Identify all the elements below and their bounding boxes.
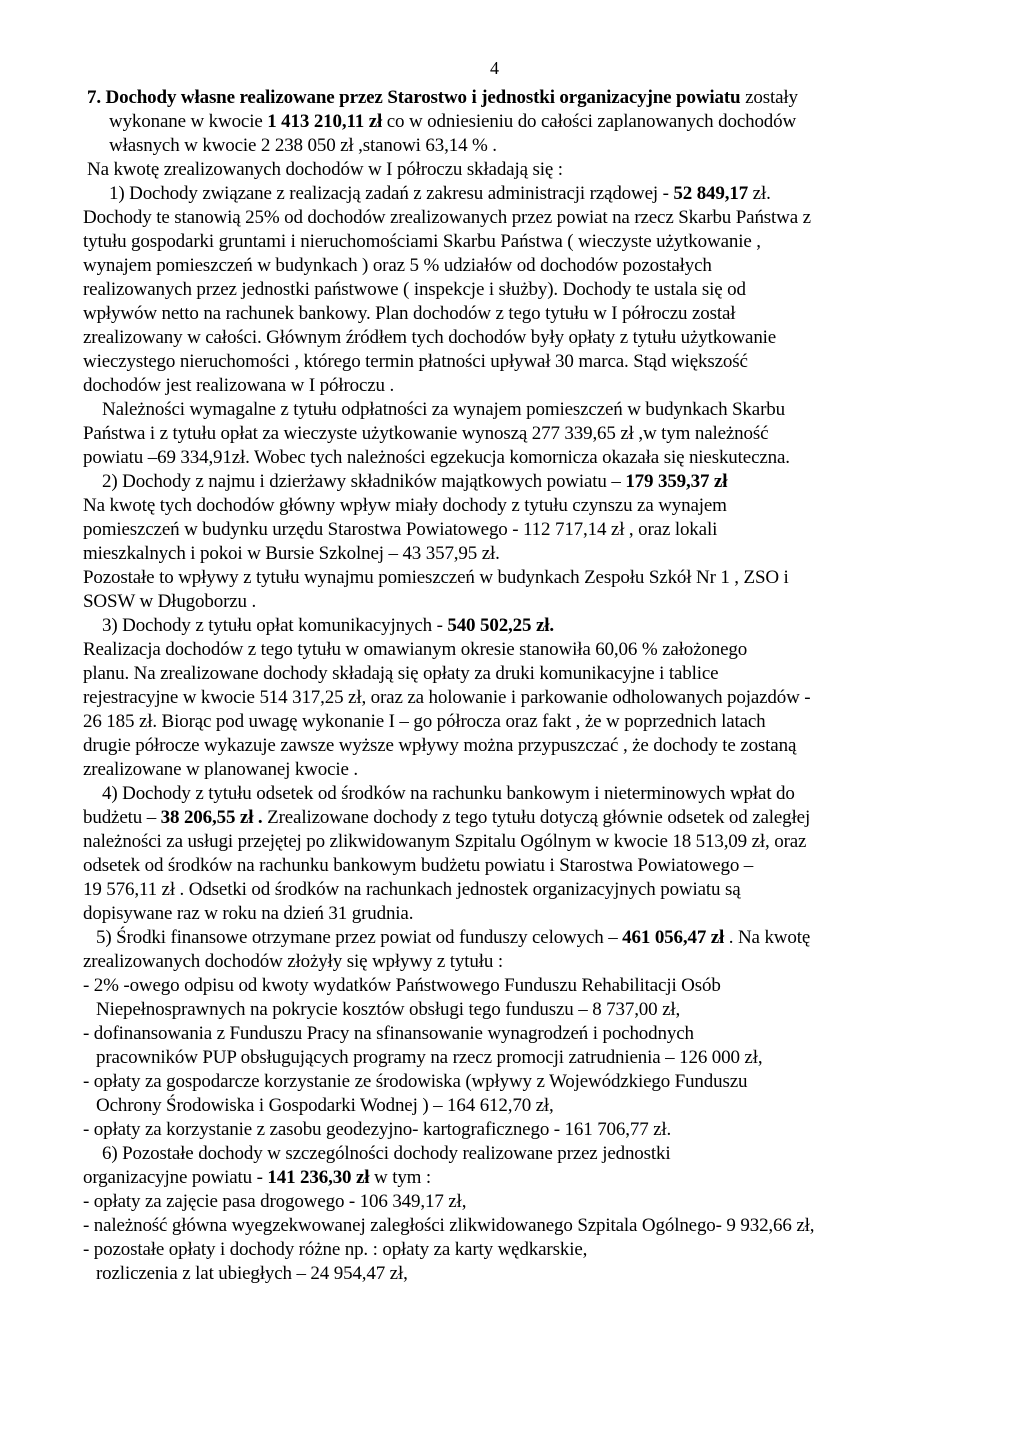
- text-line: [83, 830, 806, 854]
- text-line: [87, 158, 563, 182]
- text-run: - pozostałe opłaty i dochody różne np. : opłaty za karty wędkarskie,: [83, 1239, 588, 1260]
- text-run: Należności wymagalne z tytułu odpłatności za wynajem pomieszczeń w budynkach Skarbu: [102, 399, 785, 420]
- text-line: [83, 662, 718, 686]
- text-run: dopisywane raz w roku na dzień 31 grudnia.: [83, 903, 414, 924]
- text-run: dochodów jest realizowana w I półroczu .: [83, 375, 395, 396]
- bold-amount: 7. Dochody własne realizowane przez Starostwo i jednostki organizacyjne powiatu: [87, 87, 741, 108]
- text-line: [83, 590, 256, 614]
- text-run: - należność główna wyegzekwowanej zaległości zlikwidowanego Szpitala Ogólnego- 9 932,66 zł,: [83, 1215, 815, 1236]
- text-run: realizowanych przez jednostki państwowe ( inspekcje i służby). Dochody te ustala się od: [83, 279, 746, 300]
- text-line: [83, 950, 503, 974]
- text-line: [83, 1022, 694, 1046]
- text-run: 1) Dochody związane z realizacją zadań z zakresu administracji rządowej -: [109, 183, 674, 204]
- text-run: Niepełnosprawnych na pokrycie kosztów obsługi tego funduszu – 8 737,00 zł,: [96, 999, 681, 1020]
- text-run: rozliczenia z lat ubiegłych – 24 954,47 zł,: [96, 1263, 408, 1284]
- text-line: [83, 230, 761, 254]
- text-run: zostały: [740, 87, 798, 108]
- text-line: [83, 302, 735, 326]
- text-run: mieszkalnych i pokoi w Bursie Szkolnej – 43 357,95 zł.: [83, 543, 500, 564]
- text-line: [102, 398, 785, 422]
- text-line: [102, 1142, 671, 1166]
- text-line: [83, 734, 796, 758]
- text-run: wynajem pomieszczeń w budynkach ) oraz 5 % udziałów od dochodów pozostałych: [83, 255, 712, 276]
- text-line: [96, 1046, 762, 1070]
- text-line: [83, 974, 721, 998]
- text-run: budżetu –: [83, 807, 161, 828]
- text-run: 19 576,11 zł . Odsetki od środków na rachunkach jednostek organizacyjnych powiatu są: [83, 879, 741, 900]
- text-run: wpływów netto na rachunek bankowy. Plan dochodów z tego tytułu w I półroczu został: [83, 303, 736, 324]
- text-run: pomieszczeń w budynku urzędu Starostwa Powiatowego - 112 717,14 zł , oraz lokali: [83, 519, 718, 540]
- text-run: Zrealizowane dochody z tego tytułu dotyczą głównie odsetek od zaległej: [262, 807, 811, 828]
- text-run: należności za usługi przejętej po zlikwidowanym Szpitalu Ogólnym w kwocie 18 513,09 zł, oraz: [83, 831, 807, 852]
- text-run: 26 185 zł. Biorąc pod uwagę wykonanie I – go półrocza oraz fakt , że w poprzednich latach: [83, 711, 766, 732]
- text-run: Ochrony Środowiska i Gospodarki Wodnej ) – 164 612,70 zł,: [96, 1095, 554, 1116]
- text-line: [83, 206, 811, 230]
- text-line: [83, 1214, 814, 1238]
- bold-amount: 540 502,25 zł.: [447, 615, 554, 636]
- text-line: [83, 710, 766, 734]
- text-line: [109, 182, 771, 206]
- text-line: [83, 1070, 747, 1094]
- text-run: zrealizowany w całości. Głównym źródłem tych dochodów były opłaty z tytułu użytkowanie: [83, 327, 777, 348]
- text-line: [83, 254, 712, 278]
- text-run: Realizacja dochodów z tego tytułu w omawianym okresie stanowiła 60,06 % założonego: [83, 639, 748, 660]
- bold-amount: 1 413 210,11 zł: [267, 111, 383, 132]
- text-run: pracowników PUP obsługujących programy na rzecz promocji zatrudnienia – 126 000 zł,: [96, 1047, 763, 1068]
- text-line: [83, 422, 768, 446]
- text-run: 2) Dochody z najmu i dzierżawy składników majątkowych powiatu –: [102, 471, 626, 492]
- text-line: [96, 1262, 408, 1286]
- text-line: [83, 806, 810, 830]
- text-run: co w odniesieniu do całości zaplanowanych dochodów: [382, 111, 797, 132]
- bold-amount: 179 359,37 zł: [625, 471, 728, 492]
- bold-amount: 461 056,47 zł: [622, 927, 725, 948]
- text-run: - opłaty za zajęcie pasa drogowego - 106 349,17 zł,: [83, 1191, 467, 1212]
- text-line: [83, 494, 727, 518]
- text-run: zł.: [748, 183, 771, 204]
- text-line: [83, 878, 741, 902]
- text-run: w tym :: [369, 1167, 432, 1188]
- text-line: [83, 350, 748, 374]
- text-run: własnych w kwocie 2 238 050 zł ,stanowi 63,14 % .: [109, 135, 497, 156]
- text-line: [83, 854, 753, 878]
- text-run: wykonane w kwocie: [109, 111, 268, 132]
- text-run: tytułu gospodarki gruntami i nieruchomościami Skarbu Państwa ( wieczyste użytkowanie ,: [83, 231, 761, 252]
- text-run: odsetek od środków na rachunku bankowym budżetu powiatu i Starostwa Powiatowego –: [83, 855, 754, 876]
- text-line: [83, 518, 717, 542]
- page-number: 4: [490, 58, 499, 78]
- text-line: [102, 782, 795, 806]
- bold-amount: 52 849,17: [673, 183, 749, 204]
- text-run: zrealizowane w planowanej kwocie .: [83, 759, 359, 780]
- text-line: [83, 566, 789, 590]
- text-run: organizacyjne powiatu -: [83, 1167, 268, 1188]
- bold-amount: 141 236,30 zł: [267, 1167, 370, 1188]
- text-run: rejestracyjne w kwocie 514 317,25 zł, oraz za holowanie i parkowanie odholowanych pojazdów -: [83, 687, 811, 708]
- text-line: [83, 902, 413, 926]
- text-run: 4) Dochody z tytułu odsetek od środków na rachunku bankowym i nieterminowych wpłat do: [102, 783, 795, 804]
- text-run: planu. Na zrealizowane dochody składają się opłaty za druki komunikacyjne i tablice: [83, 663, 719, 684]
- text-run: drugie półrocze wykazuje zawsze wyższe wpływy można przypuszczać , że dochody te zostaną: [83, 735, 797, 756]
- text-run: Państwa i z tytułu opłat za wieczyste użytkowanie wynoszą 277 339,65 zł ,w tym należność: [83, 423, 769, 444]
- bold-amount: 38 206,55 zł .: [160, 807, 263, 828]
- text-line: [83, 326, 776, 350]
- text-line: [102, 470, 727, 494]
- text-line: [83, 542, 500, 566]
- text-line: [83, 638, 747, 662]
- text-line: [83, 1166, 431, 1190]
- text-run: - 2% -owego odpisu od kwoty wydatków Państwowego Funduszu Rehabilitacji Osób: [83, 975, 721, 996]
- text-run: wieczystego nieruchomości , którego termin płatności upływał 30 marca. Stąd większość: [83, 351, 748, 372]
- text-run: powiatu –69 334,91zł. Wobec tych należności egzekucja komornicza okazała się nieskuteczna.: [83, 447, 790, 468]
- text-line: [96, 998, 680, 1022]
- text-line: [96, 1094, 554, 1118]
- text-run: - opłaty za korzystanie z zasobu geodezyjno- kartograficznego - 161 706,77 zł.: [83, 1119, 672, 1140]
- text-line: [83, 758, 358, 782]
- text-line: [83, 1238, 587, 1262]
- text-run: Dochody te stanowią 25% od dochodów zrealizowanych przez powiat na rzecz Skarbu Państwa z: [83, 207, 811, 228]
- text-line: [83, 374, 394, 398]
- text-run: 3) Dochody z tytułu opłat komunikacyjnych -: [102, 615, 448, 636]
- text-run: Na kwotę tych dochodów główny wpływ miały dochody z tytułu czynszu za wynajem: [83, 495, 727, 516]
- text-run: 5) Środki finansowe otrzymane przez powiat od funduszy celowych –: [96, 927, 623, 948]
- text-line: [83, 446, 790, 470]
- text-run: Pozostałe to wpływy z tytułu wynajmu pomieszczeń w budynkach Zespołu Szkół Nr 1 , ZSO i: [83, 567, 789, 588]
- text-run: . Na kwotę: [724, 927, 811, 948]
- text-line: [96, 926, 810, 950]
- text-line: [87, 86, 798, 110]
- text-run: zrealizowanych dochodów złożyły się wpływy z tytułu :: [83, 951, 503, 972]
- text-line: [83, 1118, 671, 1142]
- text-run: Na kwotę zrealizowanych dochodów w I półroczu składają się :: [87, 159, 563, 180]
- text-line: [83, 1190, 466, 1214]
- text-run: - dofinansowania z Funduszu Pracy na sfinansowanie wynagrodzeń i pochodnych: [83, 1023, 694, 1044]
- text-run: - opłaty za gospodarcze korzystanie ze środowiska (wpływy z Wojewódzkiego Funduszu: [83, 1071, 748, 1092]
- text-line: [109, 134, 497, 158]
- text-run: 6) Pozostałe dochody w szczególności dochody realizowane przez jednostki: [102, 1143, 671, 1164]
- text-line: [102, 614, 554, 638]
- text-line: [109, 110, 796, 134]
- text-line: [83, 686, 810, 710]
- text-line: [83, 278, 746, 302]
- text-run: SOSW w Długoborzu .: [83, 591, 257, 612]
